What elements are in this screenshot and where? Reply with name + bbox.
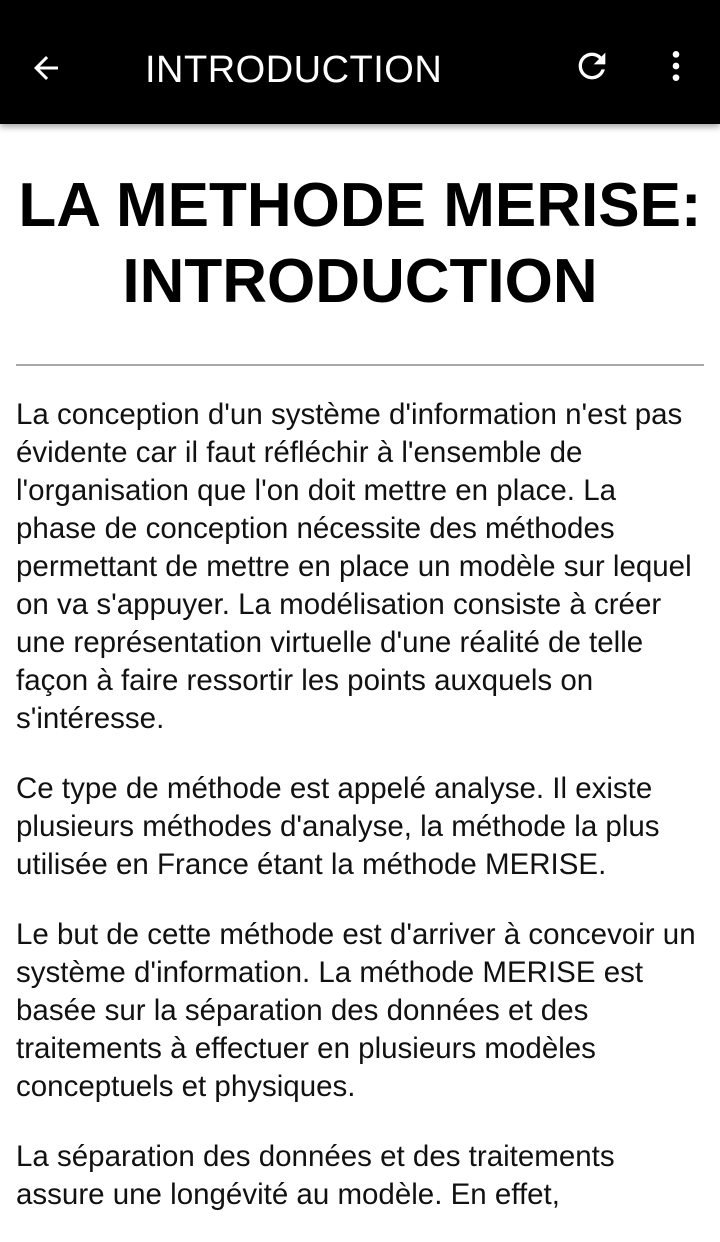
refresh-button[interactable] — [564, 40, 620, 96]
arrow-left-icon — [28, 50, 64, 91]
refresh-icon — [572, 46, 612, 91]
article-paragraph-2: Ce type de méthode est appelé analyse. Il existe plusieurs méthodes d'analyse, la méthode la plus utilisée en France étant la méthode MERISE. — [16, 772, 660, 881]
back-button[interactable] — [18, 42, 74, 98]
article-paragraph-1: La conception d'un système d'information n'est pas évidente car il faut réfléchir à l'ensemble de l'organisation que l'on doit mettre en place. La phase de conception nécessite des méthodes permettant de mettre en place un modèle sur lequel on va s'appuyer. La modélisation consiste à créer une représentation virtuelle d'une réalité de telle façon à faire ressortir les points auxquels on s'intéresse. — [16, 398, 692, 735]
article-heading: LA METHODE MERISE: INTRODUCTION — [18, 171, 702, 316]
article-content[interactable] — [0, 124, 720, 1242]
article-paragraph-3: Le but de cette méthode est d'arriver à concevoir un système d'information. La méthode MERISE est basée sur la séparation des données et des traitements à effectuer en plusieurs modèles conceptuels et physiques. — [16, 918, 696, 1103]
more-vert-icon — [656, 46, 696, 91]
more-options-button[interactable] — [648, 40, 704, 96]
app-bar — [0, 0, 720, 124]
article-paragraph-4: La séparation des données et des traitements assure une longévité au modèle. En effet, — [16, 1140, 615, 1211]
heading-divider — [16, 364, 704, 366]
app-bar-title: INTRODUCTION — [145, 49, 443, 91]
